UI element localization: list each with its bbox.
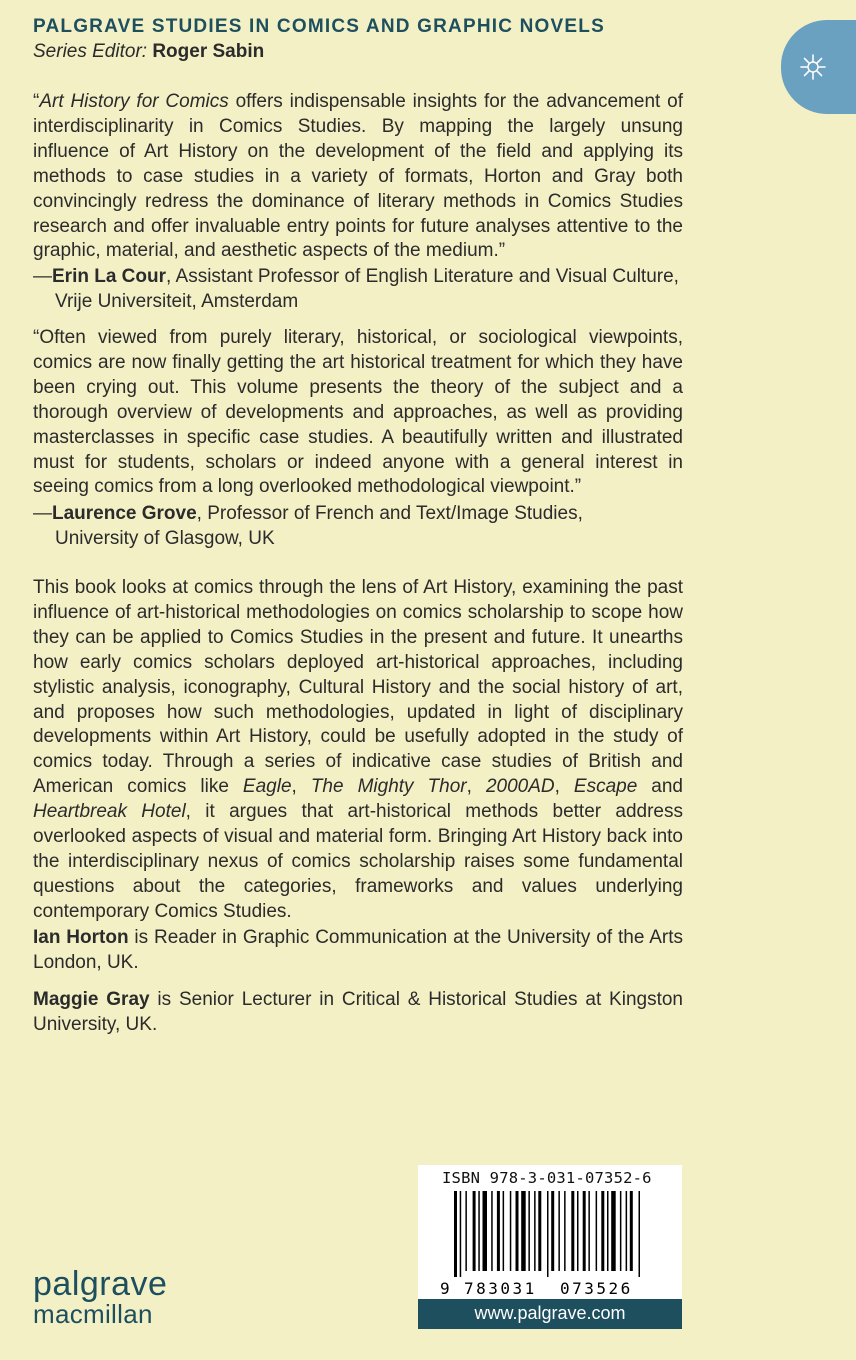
barcode-bar — [626, 1191, 628, 1271]
barcode-bar — [571, 1191, 574, 1271]
barcode-left-digits: 783031 — [464, 1279, 537, 1297]
barcode-bar — [547, 1191, 549, 1277]
publisher-logo — [33, 1265, 168, 1329]
barcode-bar — [564, 1191, 566, 1271]
quote-2-affiliation: University of Glasgow, UK — [55, 528, 275, 549]
barcode-bar — [577, 1191, 579, 1271]
quote-1-text: “Art History for Comics offers indispensable insights for the advancement of interdisciplinarity in Comics Studies. By mapping the largely unsung influence of Art History on the development of the field and applying its methods to case studies in a variety of formats, Horton and Gray both convincingly redress the dominance of literary methods in Comics Studies research and offer invaluable entry points for future analyses attentive to the graphic, material, and aesthetic aspects of the medium.” — [33, 91, 683, 262]
author-bio-gray — [33, 987, 683, 1037]
author-bio-text: is Reader in Graphic Communication at the University of the Arts London, UK. — [33, 927, 683, 973]
barcode-bar — [460, 1191, 462, 1277]
barcode-bar — [596, 1191, 598, 1271]
barcode-bar — [558, 1191, 560, 1271]
isbn-label: ISBN 978-3-031-07352-6 — [442, 1169, 652, 1187]
quote-1 — [33, 90, 683, 264]
quote-2-text: “Often viewed from purely literary, historical, or sociological viewpoints, comics are now finally getting the art historical treatment for which they have been crying out. This volume presents the theory of the subject and a thorough overview of developments and approaches, as well as providing masterclasses in specific case studies. A beautifully written and illustrated must for students, scholars or indeed anyone with a general interest in seeing comics from a long overlooked methodological viewpoint.” — [33, 327, 683, 498]
quote-1-attribution: —Erin La Cour, Assistant Professor of English Literature and Visual Culture, Vrije Universiteit, Amsterdam — [33, 264, 693, 314]
barcode-bar — [521, 1191, 526, 1271]
barcode-bar — [551, 1191, 554, 1271]
barcode-bar — [611, 1191, 616, 1271]
title-escape: Escape — [573, 776, 638, 798]
title-eagle: Eagle — [242, 776, 292, 798]
corner-badge — [781, 20, 856, 114]
barcode-bar — [473, 1191, 476, 1271]
barcode-bar — [583, 1191, 586, 1271]
barcode-bar — [630, 1191, 633, 1271]
barcode-bar — [588, 1191, 590, 1271]
barcode-box — [418, 1165, 682, 1299]
quote-1-author: Erin La Cour — [52, 266, 167, 287]
publisher-logo-line2: macmillan — [33, 1299, 153, 1329]
palgrave-star-icon — [799, 53, 827, 81]
barcode-bar — [534, 1191, 536, 1271]
quote-2-author: Laurence Grove — [52, 503, 197, 524]
barcode-bar — [454, 1191, 457, 1277]
barcode-bar — [620, 1191, 622, 1271]
barcode-bar — [538, 1191, 541, 1271]
barcode-bar — [465, 1191, 467, 1271]
barcode-bar — [510, 1191, 512, 1271]
barcode-bar — [601, 1191, 604, 1271]
barcode-bar — [478, 1191, 480, 1271]
barcode-bar — [607, 1191, 609, 1271]
book-description: This book looks at comics through the lens of Art History, examining the past influence of art-historical methodologies on comics scholarship to scope how they can be applied to Comics Studies in the present and future. It unearths how early comics scholars deployed art-historical approaches, including stylistic analysis, iconography, Cultural History and the social history of art, and proposes how such methodologies, updated in light of disciplinary developments within Art History, could be usefully adopted in the study of comics today. Through a series of indicative case studies of British and American comics like Eagle, The Mighty Thor, 2000AD, Escape and Heartbreak Hotel, it argues that art-historical methods better address overlooked aspects of visual and material form. Bringing Art History back into the interdisciplinary nexus of comics scholarship raises some fundamental questions about the categories, frameworks and values underlying contemporary Comics Studies. — [33, 577, 683, 922]
barcode-bar — [516, 1191, 519, 1271]
barcode-bar — [483, 1191, 488, 1271]
author-bio-horton — [33, 925, 683, 975]
author-bio-text: is Senior Lecturer in Critical & Historical Studies at Kingston University, UK. — [33, 989, 683, 1035]
title-the-mighty-thor: The Mighty Thor — [310, 776, 467, 798]
barcode-right-digits: 073526 — [560, 1279, 633, 1297]
author-name: Maggie Gray — [33, 989, 150, 1010]
series-editor-name: Roger Sabin — [152, 41, 265, 62]
title-2000ad: 2000AD — [485, 776, 555, 798]
barcode-bar — [528, 1191, 530, 1271]
series-editor-label: Series Editor: — [33, 41, 148, 62]
barcode-bar — [491, 1191, 493, 1271]
website-url[interactable]: www.palgrave.com — [418, 1299, 682, 1329]
series-title: PALGRAVE STUDIES IN COMICS AND GRAPHIC NOVELS — [33, 16, 605, 37]
barcode-icon — [440, 1191, 660, 1297]
title-heartbreak-hotel: Heartbreak Hotel — [33, 801, 186, 823]
publisher-logo-line1: palgrave — [33, 1265, 168, 1303]
series-editor — [33, 41, 264, 63]
quote-2-attribution: —Laurence Grove, Professor of French and Text/Image Studies, University of Glasgow, UK — [33, 501, 693, 551]
quote-1-affiliation: Vrije Universiteit, Amsterdam — [55, 291, 299, 312]
barcode-bar — [639, 1191, 641, 1277]
barcode-bar — [503, 1191, 505, 1271]
author-name: Ian Horton — [33, 927, 129, 948]
barcode-bar — [497, 1191, 500, 1271]
quote-1-book-title: Art History for Comics — [39, 91, 229, 112]
barcode-first-digit: 9 — [440, 1279, 450, 1297]
quote-2 — [33, 326, 683, 500]
